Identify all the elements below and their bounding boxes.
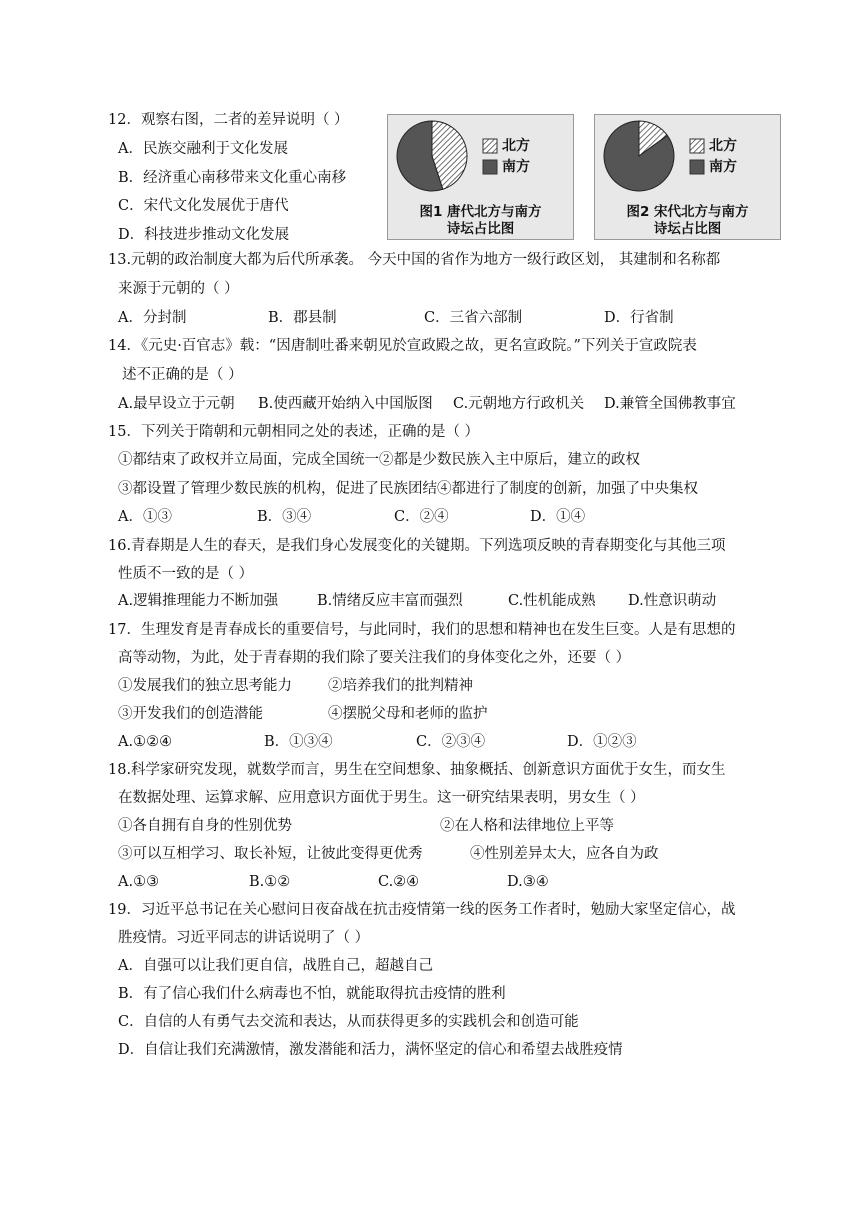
q17-option-b: B．①③④ xyxy=(264,734,333,750)
figure-2-caption-line1: 图2 宋代北方与南方 xyxy=(626,204,749,220)
q15-option-c: C．②④ xyxy=(394,509,449,525)
q16-option-c: C.性机能成熟 xyxy=(508,593,596,609)
figure-2-song-pie xyxy=(594,114,781,240)
q16-stem-line2: 性质不一致的是（ ） xyxy=(118,566,254,582)
pie-chart-1 xyxy=(397,121,467,191)
q18-statements-3-4 xyxy=(118,844,718,864)
q14-option-b: B.使西藏开始纳入中国版图 xyxy=(258,396,433,412)
q14-option-d: D.兼管全国佛教事宜 xyxy=(604,396,736,412)
q18-option-d: D.③④ xyxy=(507,874,549,890)
q19-stem-line2: 胜疫情。习近平同志的讲话说明了（ ） xyxy=(118,930,370,946)
q14-option-a: A.最早设立于元朝 xyxy=(118,396,235,412)
q14-options xyxy=(118,394,768,414)
q18-statements-1-2 xyxy=(118,816,678,836)
q13-option-b: B．郡县制 xyxy=(268,310,337,326)
q16-stem-line1: 16.青春期是人生的春天，是我们身心发展变化的关键期。下列选项反映的青春期变化与其他三项 xyxy=(108,538,726,554)
q16-options xyxy=(118,591,738,611)
q15-statement-3-4: ③都设置了管理少数民族的机构，促进了民族团结④都进行了制度的创新，加强了中央集权 xyxy=(118,481,698,497)
q18-statement-4: ④性别差异太大，应各自为政 xyxy=(470,846,659,862)
q17-statement-3: ③开发我们的创造潜能 xyxy=(118,706,263,722)
legend-south-swatch xyxy=(690,160,704,174)
q18-statement-2: ②在人格和法律地位上平等 xyxy=(440,818,614,834)
q17-stem-line1: 17．生理发育是青春成长的重要信号，与此同时，我们的思想和精神也在发生巨变。人是有思想的 xyxy=(108,622,736,638)
q17-statements-3-4 xyxy=(118,704,618,724)
q18-statement-1: ①各自拥有自身的性别优势 xyxy=(118,818,292,834)
q15-statement-1-2: ①都结束了政权并立局面，完成全国统一②都是少数民族入主中原后，建立的政权 xyxy=(118,452,640,468)
pie-chart-2 xyxy=(604,121,674,191)
legend-north-label: 北方 xyxy=(502,138,530,154)
q13-option-c: C．三省六部制 xyxy=(424,310,523,326)
legend-north-swatch xyxy=(690,139,704,153)
q15-option-a: A．①③ xyxy=(118,509,172,525)
q17-options xyxy=(118,732,678,752)
legend-south-label: 南方 xyxy=(709,159,737,175)
q15-option-d: D．①④ xyxy=(530,509,586,525)
q12-stem: 12．观察右图，二者的差异说明（ ） xyxy=(108,112,349,128)
q15-option-b: B．③④ xyxy=(257,509,312,525)
legend-north-swatch xyxy=(483,139,497,153)
legend-north-label: 北方 xyxy=(709,138,737,154)
legend-south-swatch xyxy=(483,160,497,174)
q14-stem-line2: 述不正确的是（ ） xyxy=(122,367,243,383)
q19-option-c: C．自信的人有勇气去交流和表达，从而获得更多的实践机会和创造可能 xyxy=(118,1014,579,1030)
q17-option-c: C．②③④ xyxy=(416,734,486,750)
legend-south-label: 南方 xyxy=(502,159,530,175)
q17-option-d: D．①②③ xyxy=(567,734,637,750)
q18-option-c: C.②④ xyxy=(378,874,420,890)
q18-stem-line1: 18.科学家研究发现，就数学而言，男生在空间想象、抽象概括、创新意识方面优于女生，而女生 xyxy=(108,762,726,778)
q13-options xyxy=(118,308,738,328)
q12-option-a: A．民族交融利于文化发展 xyxy=(118,141,288,157)
q13-option-a: A．分封制 xyxy=(118,310,187,326)
q18-options xyxy=(118,872,618,892)
figure-1-caption-line1: 图1 唐代北方与南方 xyxy=(419,204,542,220)
q17-stem-line2: 高等动物，为此，处于青春期的我们除了要关注我们的身体变化之外，还要（ ） xyxy=(118,650,631,666)
q16-option-d: D.性意识萌动 xyxy=(628,593,717,609)
q12-option-d: D．科技进步推动文化发展 xyxy=(118,227,290,243)
q12-option-b: B．经济重心南移带来文化重心南移 xyxy=(118,170,347,186)
q16-option-a: A.逻辑推理能力不断加强 xyxy=(118,593,279,609)
q13-stem-line1: 13.元朝的政治制度大都为后代所承袭。 今天中国的省作为地方一级行政区划， 其建制和名称都 xyxy=(108,252,721,268)
q17-statement-4: ④摆脱父母和老师的监护 xyxy=(328,706,488,722)
figure-1-caption-line2: 诗坛占比图 xyxy=(446,221,515,237)
q17-statement-1: ①发展我们的独立思考能力 xyxy=(118,678,292,694)
q19-option-b: B．有了信心我们什么病毒也不怕，就能取得抗击疫情的胜利 xyxy=(118,986,506,1002)
q19-stem-line1: 19．习近平总书记在关心慰问日夜奋战在抗击疫情第一线的医务工作者时，勉励大家坚定信心，战 xyxy=(108,902,736,918)
figure-1-tang-pie xyxy=(387,114,574,240)
q13-option-d: D．行省制 xyxy=(604,310,674,326)
q19-option-d: D．自信让我们充满激情，激发潜能和活力，满怀坚定的信心和希望去战胜疫情 xyxy=(118,1042,623,1058)
q18-stem-line2: 在数据处理、运算求解、应用意识方面优于男生。这一研究结果表明，男女生（ ） xyxy=(118,790,645,806)
q18-option-b: B.①② xyxy=(249,874,291,890)
q18-option-a: A.①③ xyxy=(118,874,160,890)
q14-stem-line1: 14．《元史·百官志》载：“因唐制吐番来朝见於宣政殿之故，更名宣政院。”下列关于宣政院表 xyxy=(108,338,697,354)
q17-option-a: A.①②④ xyxy=(118,734,173,750)
q17-statements-1-2 xyxy=(118,676,618,696)
q16-option-b: B.情绪反应丰富而强烈 xyxy=(317,593,463,609)
q15-options xyxy=(118,507,618,527)
q15-stem: 15．下列关于隋朝和元朝相同之处的表述，正确的是（ ） xyxy=(108,424,480,440)
q12-option-c: C．宋代文化发展优于唐代 xyxy=(118,198,289,214)
q17-statement-2: ②培养我们的批判精神 xyxy=(328,678,473,694)
q18-statement-3: ③可以互相学习、取长补短，让彼此变得更优秀 xyxy=(118,846,423,862)
q14-option-c: C.元朝地方行政机关 xyxy=(453,396,585,412)
q19-option-a: A．自强可以让我们更自信，战胜自己，超越自己 xyxy=(118,958,433,974)
q13-stem-line2: 来源于元朝的（ ） xyxy=(118,281,239,297)
figure-2-caption-line2: 诗坛占比图 xyxy=(653,221,722,237)
